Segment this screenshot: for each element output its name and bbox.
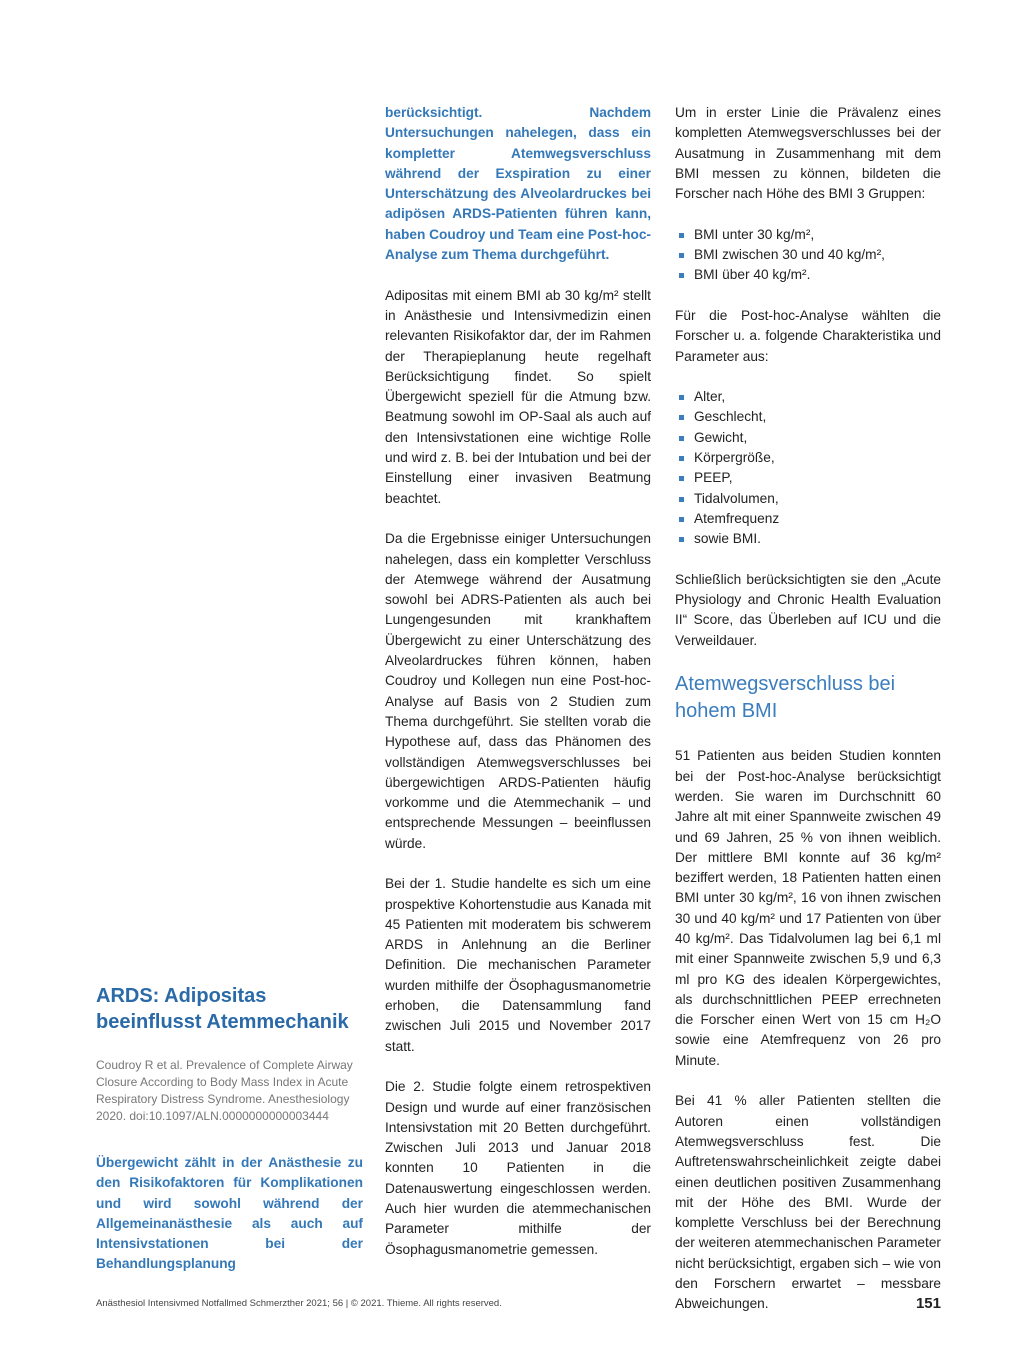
middle-column	[385, 103, 651, 1260]
lead-paragraph: Übergewicht zählt in der Anästhesie zu den Risikofaktoren für Komplikationen und wird sowohl während der Allgemeinanästhesie als auch auf Intensivstationen bei der Behandlungsplanung	[96, 1155, 363, 1272]
article-title: ARDS: Adipositas beeinflusst Atemmechanik	[96, 985, 349, 1033]
journal-reference: Anästhesiol Intensivmed Notfallmed Schmerzther 2021; 56 | © 2021. Thieme. All rights reserved.	[96, 1298, 502, 1309]
left-column	[96, 983, 363, 1275]
list-item: BMI zwischen 30 und 40 kg/m²,	[675, 245, 941, 265]
body-paragraph: Für die Post-hoc-Analyse wählten die Forscher u. a. folgende Charakteristika und Parameter aus:	[675, 307, 941, 364]
page-footer	[96, 1297, 941, 1313]
page-number: 151	[915, 1295, 941, 1312]
list-item: Geschlecht,	[675, 407, 941, 427]
citation: Coudroy R et al. Prevalence of Complete Airway Closure According to Body Mass Index in Acute Respiratory Distress Syndrome. Anesthesiology 2020. doi:10.1097/ALN.0000000000003444	[96, 1058, 353, 1123]
list-item: Atemfrequenz	[675, 509, 941, 529]
list-item: PEEP,	[675, 468, 941, 488]
body-paragraph: Die 2. Studie folgte einem retrospektiven Design und wurde auf einer französischen Intensivstation mit 20 Betten durchgeführt. Zwischen Juli 2013 und Januar 2018 konnten 10 Patienten in die Datenauswertung eingeschlossen werden. Auch hier wurden die atemmechanischen Parameter mithilfe der Ösophagusmanometrie gemessen.	[385, 1079, 651, 1257]
list-item: Gewicht,	[675, 428, 941, 448]
body-paragraph: Schließlich berücksichtigten sie den „Acute Physiology and Chronic Health Evaluation II“ Score, das Überleben auf ICU und die Verweildauer.	[675, 571, 941, 648]
body-paragraph: Um in erster Linie die Prävalenz eines kompletten Atemwegsverschlusses bei der Ausatmung in Zusammenhang mit dem BMI messen zu können, bildeten die Forscher nach Höhe des BMI 3 Gruppen:	[675, 105, 941, 202]
body-paragraph: Adipositas mit einem BMI ab 30 kg/m² stellt in Anästhesie und Intensivmedizin einen relevanten Risikofaktor dar, der im Rahmen der Therapieplanung heute regelhaft Berücksichtigung findet. So spielt Übergewicht speziell für die Atmung bzw. Beatmung sowohl im OP-Saal als auch auf den Intensivstationen eine wichtige Rolle und wird z. B. bei der Intubation und bei der Einstellung einer invasiven Beatmung beachtet.	[385, 287, 651, 506]
list-item: sowie BMI.	[675, 529, 941, 549]
parameter-list	[675, 387, 941, 549]
body-paragraph: Bei 41 % aller Patienten stellten die Autoren einen vollständigen Atemwegsverschluss fest. Die Auftretenswahrscheinlichkeit zeigte dabei einen deutlichen positiven Zusammenhang mit der Höhe des BMI. Wurde der komplette Verschluss bei der Berechnung der weiteren atemmechanischen Parameter nicht berücksichtigt, ergaben sich – wie von den Forschern erwartet – messbare Abweichungen.	[675, 1093, 941, 1312]
list-item: Alter,	[675, 387, 941, 407]
list-item: Tidalvolumen,	[675, 489, 941, 509]
list-item: BMI über 40 kg/m².	[675, 265, 941, 285]
right-column	[675, 103, 941, 1315]
list-item: BMI unter 30 kg/m²,	[675, 225, 941, 245]
body-paragraph: Da die Ergebnisse einiger Untersuchungen nahelegen, dass ein kompletter Verschluss der Atemwege während der Ausatmung sowohl bei ADRS-Patienten als auch bei Lungengesunden mit krankhaftem Übergewicht zu einer Unterschätzung des Alveolardruckes führen können, haben Coudroy und Kollegen nun eine Post-hoc-Analyse auf Basis von 2 Studien zum Thema durchgeführt. Sie stellten vorab die Hypothese auf, dass das Phänomen des vollständigen Atemwegsverschlusses bei übergewichtigen ARDS-Patienten häufig vorkomme und die Atemmechanik – und entsprechende Messungen – beeinflussen würde.	[385, 531, 651, 851]
list-item: Körpergröße,	[675, 448, 941, 468]
section-heading: Atemwegsverschluss bei hohem BMI	[675, 673, 896, 723]
body-paragraph: 51 Patienten aus beiden Studien konnten bei der Post-hoc-Analyse berücksichtigt werden. Sie waren im Durchschnitt 60 Jahre alt mit einer Spannweite zwischen 49 und 69 Jahren, 25 % von ihnen weiblich. Der mittlere BMI konnte auf 36 kg/m² beziffert werden, 18 Patienten hatten einen BMI unter 30 kg/m², 16 von ihnen zwischen 30 und 40 kg/m² und 17 Patienten von über 40 kg/m². Das Tidalvolumen lag bei 6,1 ml mit einer Spannweite zwischen 5,9 und 6,3 ml pro KG des idealen Körpergewichtes, als durchschnittlichen PEEP errechneten die Forscher einen Wert von 15 cm H₂O sowie eine Atemfrequenz von 26 pro Minute.	[675, 748, 941, 1068]
bmi-group-list	[675, 225, 941, 286]
body-paragraph: Bei der 1. Studie handelte es sich um eine prospektive Kohortenstudie aus Kanada mit 45 Patienten mit moderatem bis schwerem ARDS in Anlehnung an die Berliner Definition. Die mechanischen Parameter wurden mithilfe der Ösophagusmanometrie erhoben, die Datensammlung fand zwischen Juli 2015 und November 2017 statt.	[385, 876, 651, 1054]
lead-paragraph-continued: berücksichtigt. Nachdem Untersuchungen nahelegen, dass ein kompletter Atemwegsverschluss während der Exspiration zu einer Unterschätzung des Alveolardruckes bei adipösen ARDS-Patienten führen kann, haben Coudroy und Team eine Post-hoc-Analyse zum Thema durchgeführt.	[385, 105, 651, 263]
